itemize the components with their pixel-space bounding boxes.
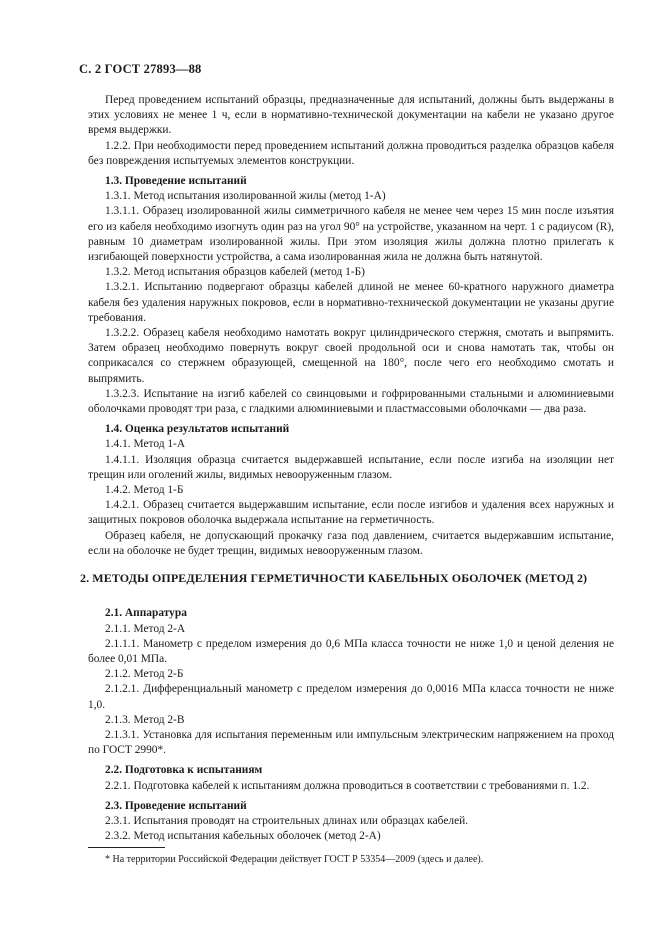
paragraph: 2.1.1.1. Манометр с пределом измерения до 0,6 МПа класса точности не ниже 1,0 и ценой деления не более 0,01 МПа.: [88, 637, 614, 665]
subsection-heading: 2.3. Проведение испытаний: [105, 799, 247, 812]
subsection-heading: 1.3. Проведение испытаний: [105, 175, 247, 188]
paragraph: 1.4.2.1. Образец считается выдержавшим испытание, если после изгибов и удаления всех наружных и защитных покровов оболочка выдержала испытание на герметичность.: [88, 499, 614, 527]
paragraph: 1.3.1. Метод испытания изолированной жилы (метод 1-А): [105, 190, 386, 203]
paragraph: Образец кабеля, не допускающий прокачку газа под давлением, считается выдержавшим испытание, если на оболочке не будет трещин, видимых невооруженным глазом.: [88, 529, 614, 557]
paragraph: 2.1.2. Метод 2-Б: [105, 668, 184, 681]
footnote-divider: [88, 847, 165, 848]
paragraph: 1.3.2.1. Испытанию подвергают образцы кабелей длиной не менее 60-кратного наружного диаметра кабеля без удаления наружных покровов, если в нормативно-технической документации не указаны другие требования.: [88, 281, 614, 324]
paragraph: 2.1.1. Метод 2-А: [105, 622, 186, 635]
paragraph: 1.4.2. Метод 1-Б: [105, 484, 184, 497]
paragraph: Перед проведением испытаний образцы, предназначенные для испытаний, должны быть выдержаны в этих условиях не менее 1 ч, если в нормативно-технической документации на кабели не указано другое время выдержки.: [88, 94, 614, 137]
subsection-heading: 1.4. Оценка результатов испытаний: [105, 423, 290, 436]
section-heading: 2. МЕТОДЫ ОПРЕДЕЛЕНИЯ ГЕРМЕТИЧНОСТИ КАБЕЛЬНЫХ ОБОЛОЧЕК (МЕТОД 2): [80, 571, 588, 586]
paragraph: 1.3.2. Метод испытания образцов кабелей (метод 1-Б): [105, 266, 365, 279]
subsection-heading: 2.2. Подготовка к испытаниям: [105, 764, 263, 777]
footnote: * На территории Российской Федерации действует ГОСТ Р 53354—2009 (здесь и далее).: [105, 854, 484, 866]
paragraph: 1.3.1.1. Образец изолированной жилы симметричного кабеля не менее чем через 15 мин после изъятия его из кабеля необходимо изогнуть один раз на угол 90° на устройстве, указанном на черт. 1 с радиусом (R), равным 10 диаметрам изолированной жилы. При этом изоляция жилы должна плотно прилегать к изгибающей поверхности устройства, а сама изолированная жила не должна быть натянутой.: [88, 205, 614, 264]
paragraph: 2.1.2.1. Дифференциальный манометр с пределом измерения до 0,0016 МПа класса точности не ниже 1,0.: [88, 683, 614, 711]
paragraph: 1.2.2. При необходимости перед проведением испытаний должна проводиться разделка образцов кабеля без повреждения испытуемых элементов конструкции.: [88, 139, 614, 167]
paragraph: 1.3.2.2. Образец кабеля необходимо намотать вокруг цилиндрического стержня, смотать и выпрямить. Затем образец необходимо повернуть вокруг своей продольной оси и снова намотать так, чтобы он соприкасался со стержнем образующей, смещенной на 180°, после чего его необходимо смотать и выпрямить.: [88, 327, 614, 385]
paragraph: 1.3.2.3. Испытание на изгиб кабелей со свинцовыми и гофрированными стальными и алюминиевыми оболочками проводят три раза, с гладкими алюминиевыми и пластмассовыми оболочками — два раза.: [88, 387, 614, 416]
paragraph: 2.3.2. Метод испытания кабельных оболочек (метод 2-А): [105, 830, 381, 843]
page-header: С. 2 ГОСТ 27893—88: [79, 62, 202, 76]
paragraph: 1.4.1. Метод 1-А: [105, 438, 186, 451]
paragraph: 2.1.3. Метод 2-В: [105, 713, 185, 726]
paragraph: 2.3.1. Испытания проводят на строительных длинах или образцах кабелей.: [105, 814, 469, 827]
subsection-heading: 2.1. Аппаратура: [105, 607, 187, 620]
paragraph: 1.4.1.1. Изоляция образца считается выдержавшей испытание, если после изгиба на изоляции нет трещин или оголений жилы, видимых невооруженным глазом.: [88, 453, 614, 481]
document-body: [80, 93, 614, 868]
paragraph: 2.2.1. Подготовка кабелей к испытаниям должна проводиться в соответствии с требованиями п. 1.2.: [105, 779, 590, 792]
paragraph: 2.1.3.1. Установка для испытания переменным или импульсным электрическим напряжением на проход по ГОСТ 2990*.: [88, 728, 614, 757]
